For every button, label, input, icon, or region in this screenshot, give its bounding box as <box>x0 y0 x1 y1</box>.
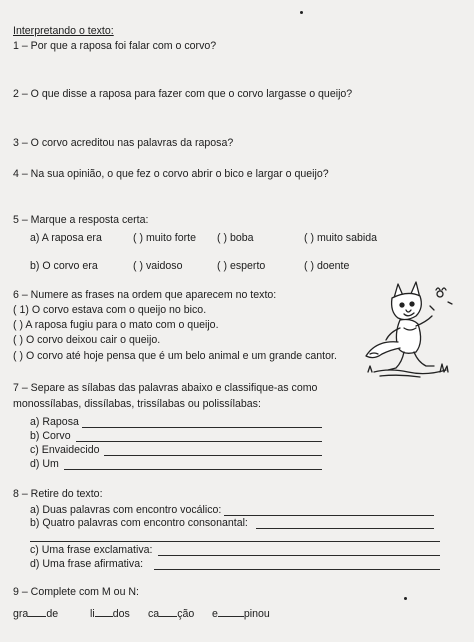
q9-word-end: ção <box>177 608 195 620</box>
q5b-option-doente[interactable]: ( ) doente <box>304 260 350 272</box>
q6-item[interactable]: ( ) O corvo deixou cair o queijo. <box>13 334 161 346</box>
question-1: 1 – Por que a raposa foi falar com o corvo? <box>13 40 217 52</box>
q5a-option-muito-sabida[interactable]: ( ) muito sabida <box>304 232 378 244</box>
question-3: 3 – O corvo acreditou nas palavras da raposa? <box>13 137 234 149</box>
q5b-option-esperto[interactable]: ( ) esperto <box>217 260 266 272</box>
q9-blank[interactable] <box>159 606 177 617</box>
q9-word-end: de <box>46 608 59 620</box>
q8b-answer-line-extra[interactable] <box>30 541 440 542</box>
q9-word <box>148 606 194 621</box>
q7-answer-line[interactable] <box>64 469 322 470</box>
q5a-option-boba[interactable]: ( ) boba <box>217 232 254 244</box>
q9-word <box>90 606 130 621</box>
q9-word-start: gra <box>13 608 29 620</box>
q5b-label: b) O corvo era <box>30 260 98 272</box>
q7-item-label: b) Corvo <box>30 430 71 442</box>
q9-word-end: pinou <box>243 608 270 620</box>
question-9-title: 9 – Complete com M ou N: <box>13 586 139 598</box>
q9-word <box>212 606 270 621</box>
scan-speck <box>404 597 407 600</box>
q9-word-start: e <box>212 608 218 620</box>
scan-speck <box>300 11 303 14</box>
q6-item[interactable]: ( ) A raposa fugiu para o mato com o queijo. <box>13 319 219 331</box>
q7-answer-line[interactable] <box>76 441 322 442</box>
q8a-answer-line[interactable] <box>224 515 434 516</box>
q9-word-start: li <box>90 608 95 620</box>
q5a-option-muito-forte[interactable]: ( ) muito forte <box>133 232 196 244</box>
q7-answer-line[interactable] <box>82 427 322 428</box>
question-6-title: 6 – Numere as frases na ordem que aparecem no texto: <box>13 289 277 301</box>
q8a-label: a) Duas palavras com encontro vocálico: <box>30 504 222 516</box>
q7-item-label: c) Envaidecido <box>30 444 100 456</box>
q9-blank[interactable] <box>218 606 244 617</box>
q6-item[interactable]: ( ) O corvo até hoje pensa que é um belo animal e um grande cantor. <box>13 350 337 362</box>
question-7-title-line-1: 7 – Separe as sílabas das palavras abaixo e classifique-as como <box>13 382 318 394</box>
q9-blank[interactable] <box>95 606 113 617</box>
q8d-answer-line[interactable] <box>154 569 440 570</box>
worksheet-title: Interpretando o texto: <box>13 25 114 37</box>
q8b-answer-line[interactable] <box>256 528 434 529</box>
q9-word <box>13 606 58 621</box>
q6-item[interactable]: ( 1) O corvo estava com o queijo no bico. <box>13 304 207 316</box>
q9-word-end: dos <box>112 608 130 620</box>
fox-cartoon-icon <box>360 276 462 380</box>
question-2: 2 – O que disse a raposa para fazer com que o corvo largasse o queijo? <box>13 88 353 100</box>
question-7-title-line-2: monossílabas, dissílabas, trissílabas ou polissílabas: <box>13 398 261 410</box>
q9-blank[interactable] <box>28 606 46 617</box>
q5b-option-vaidoso[interactable]: ( ) vaidoso <box>133 260 183 272</box>
q8b-label: b) Quatro palavras com encontro consonantal: <box>30 517 248 529</box>
q7-item-label: d) Um <box>30 458 59 470</box>
q8c-label: c) Uma frase exclamativa: <box>30 544 153 556</box>
question-4: 4 – Na sua opinião, o que fez o corvo abrir o bico e largar o queijo? <box>13 168 329 180</box>
question-8-title: 8 – Retire do texto: <box>13 488 103 500</box>
q8d-label: d) Uma frase afirmativa: <box>30 558 144 570</box>
question-5-title: 5 – Marque a resposta certa: <box>13 214 149 226</box>
q8c-answer-line[interactable] <box>158 555 440 556</box>
q9-word-start: ca <box>148 608 160 620</box>
q5a-label: a) A raposa era <box>30 232 102 244</box>
q7-item-label: a) Raposa <box>30 416 79 428</box>
q7-answer-line[interactable] <box>104 455 322 456</box>
